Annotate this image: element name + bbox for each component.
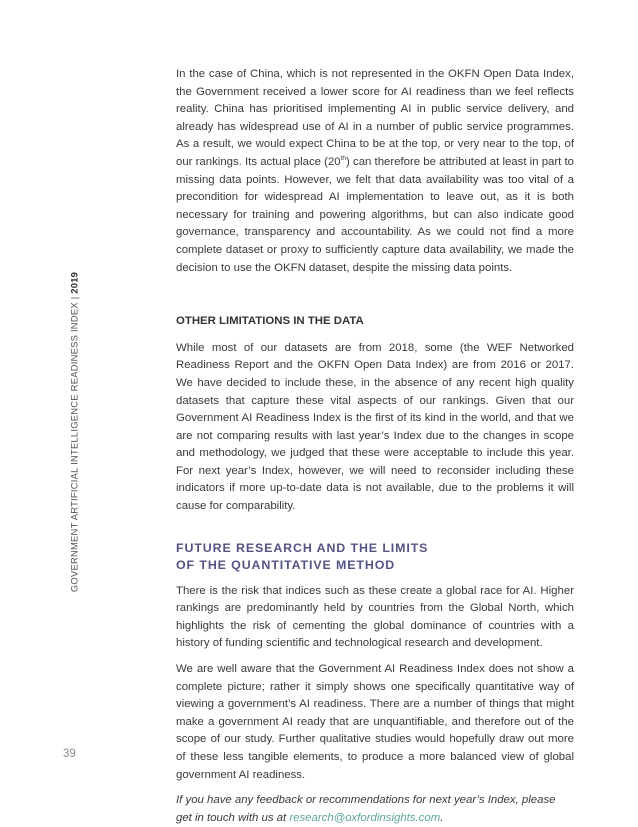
other-limitations-paragraph: While most of our datasets are from 2018, some (the WEF Networked Readiness Report and the OKFN Open Data Index) are from 2016 or 2017. We have decided to include these, in the absence of any recent high quality datasets that capture these vital aspects of our rankings. Given that our Government AI Readiness Index is the first of its kind in the world, and that we are not comparing results with last year’s Index due to the changes in scope and methodology, we judged that these were acceptable to include this year. For next year’s Index, however, we will need to reconsider including these indicators if more up-to-date data is not available, due to the problems it will cause for comparability.: [176, 341, 574, 513]
china-paragraph-text-cont: ) can therefore be attributed at least in part to missing data points. However, we felt that data availability was too vital of a precondition for widespread AI implementation to leave out, as it is both necessary for training and powering algorithms, but can also indicate good governance, transparency and accountability. As we could not find a more complete dataset or proxy to sufficiently capture data availability, we made the decision to use the OKFN dataset, despite the missing data points.: [176, 155, 574, 274]
feedback-text: If you have any feedback or recommendations for next year’s Index, please get in touch with us at: [176, 794, 556, 824]
future-research-heading: [176, 540, 574, 574]
future-research-heading-line2: OF THE QUANTITATIVE METHOD: [176, 557, 396, 572]
china-paragraph-text: In the case of China, which is not represented in the OKFN Open Data Index, the Government received a lower score for AI readiness than we feel reflects reality. China has prioritised implementing AI in public service delivery, and already has widespread use of AI in a number of public service programmes. As a result, we would expect China to be at the top, or very near to the top, of our rankings. Its actual place (20: [176, 68, 574, 168]
feedback-end-punct: .: [440, 811, 444, 824]
future-research-paragraph-1: There is the risk that indices such as these create a global race for AI. Higher rankings are predominantly held by countries from the Global North, which highlights the risk of cementing the global dominance of countries with a history of funding scientific and technological research and development.: [176, 584, 574, 650]
running-title-text: GOVERNMENT ARTIFICIAL INTELLIGENCE READINESS INDEX: [68, 302, 80, 593]
future-research-paragraph-2: We are well aware that the Government AI Readiness Index does not show a complete picture; rather it simply shows one specifically quantitative way of viewing a government’s AI readiness. There are a number of things that might make a government AI ready that are unquantifiable, and therefore out of the scope of our study. Further qualitative studies would hopefully draw out more of these less tangible elements, to produce a more balanced view of global government AI readiness.: [176, 663, 574, 781]
page-number: 39: [63, 748, 76, 760]
running-title-year: 2019: [68, 271, 80, 294]
feedback-email-link[interactable]: research@oxfordinsights.com: [289, 811, 441, 824]
ordinal-superscript: th: [340, 155, 347, 163]
future-research-heading-line1: FUTURE RESEARCH AND THE LIMITS: [176, 540, 429, 555]
other-limitations-heading: OTHER LIMITATIONS IN THE DATA: [176, 315, 364, 328]
china-paragraph: [176, 66, 574, 277]
running-title: [69, 272, 80, 592]
running-title-separator: |: [68, 293, 80, 303]
feedback-note: [176, 792, 574, 827]
main-content: [176, 66, 574, 827]
